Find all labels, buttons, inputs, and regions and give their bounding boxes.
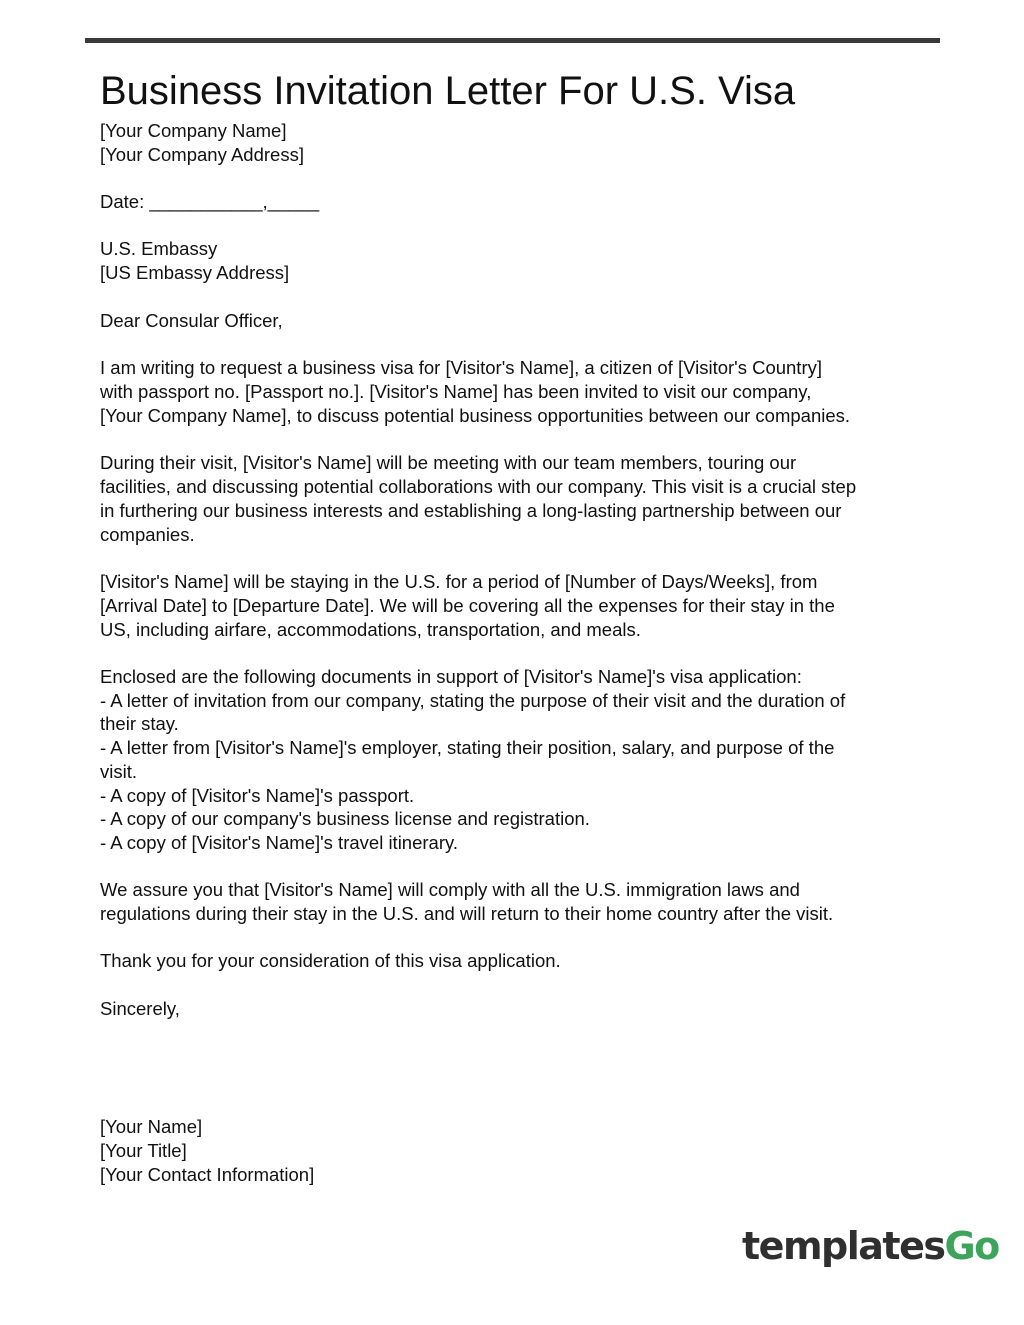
paragraph-3-line: [Arrival Date] to [Departure Date]. We will be covering all the expenses for their stay in the: [100, 595, 835, 616]
enclosure-item: visit.: [100, 761, 137, 782]
logo-accent-text: Go: [944, 1224, 999, 1268]
paragraph-2-line: During their visit, [Visitor's Name] will be meeting with our team members, touring our: [100, 452, 797, 473]
salutation: Dear Consular Officer,: [100, 310, 283, 331]
assurance-line: regulations during their stay in the U.S. and will return to their home country after the visit.: [100, 903, 834, 924]
signer-title: [Your Title]: [100, 1140, 187, 1161]
paragraph-2-line: facilities, and discussing potential collaborations with our company. This visit is a crucial step: [100, 476, 857, 497]
paragraph-1-line: [Your Company Name], to discuss potential business opportunities between our companies.: [100, 405, 851, 426]
top-divider: [85, 38, 940, 43]
logo-main-text: templates: [742, 1224, 945, 1268]
signer-contact: [Your Contact Information]: [100, 1164, 315, 1185]
enclosure-item: - A letter from [Visitor's Name]'s employer, stating their position, salary, and purpose of the: [100, 737, 835, 758]
paragraph-2-line: companies.: [100, 524, 195, 545]
enclosure-item: - A letter of invitation from our company, stating the purpose of their visit and the duration of: [100, 690, 846, 711]
thank-you-line: Thank you for your consideration of this visa application.: [100, 950, 561, 971]
recipient-address-line: [US Embassy Address]: [100, 262, 290, 283]
recipient-line: U.S. Embassy: [100, 238, 218, 259]
enclosure-item: their stay.: [100, 713, 179, 734]
document-title: Business Invitation Letter For U.S. Visa: [100, 69, 796, 113]
paragraph-1-line: with passport no. [Passport no.]. [Visitor's Name] has been invited to visit our company,: [100, 381, 812, 402]
closing: Sincerely,: [100, 998, 180, 1019]
company-address-line: [Your Company Address]: [100, 144, 304, 165]
enclosure-item: - A copy of our company's business license and registration.: [100, 808, 590, 829]
paragraph-1-line: I am writing to request a business visa for [Visitor's Name], a citizen of [Visitor's Country]: [100, 357, 822, 378]
date-line: Date: ___________,_____: [100, 191, 320, 212]
paragraph-3-line: US, including airfare, accommodations, transportation, and meals.: [100, 619, 641, 640]
company-name-line: [Your Company Name]: [100, 120, 287, 141]
enclosures-intro: Enclosed are the following documents in support of [Visitor's Name]'s visa application:: [100, 666, 802, 687]
enclosure-item: - A copy of [Visitor's Name]'s travel itinerary.: [100, 832, 459, 853]
paragraph-3-line: [Visitor's Name] will be staying in the U.S. for a period of [Number of Days/Weeks], from: [100, 571, 818, 592]
assurance-line: We assure you that [Visitor's Name] will comply with all the U.S. immigration laws and: [100, 879, 800, 900]
signer-name: [Your Name]: [100, 1116, 203, 1137]
paragraph-2-line: in furthering our business interests and establishing a long-lasting partnership between our: [100, 500, 842, 521]
enclosure-item: - A copy of [Visitor's Name]'s passport.: [100, 785, 415, 806]
templatesgo-logo: [742, 1222, 999, 1270]
